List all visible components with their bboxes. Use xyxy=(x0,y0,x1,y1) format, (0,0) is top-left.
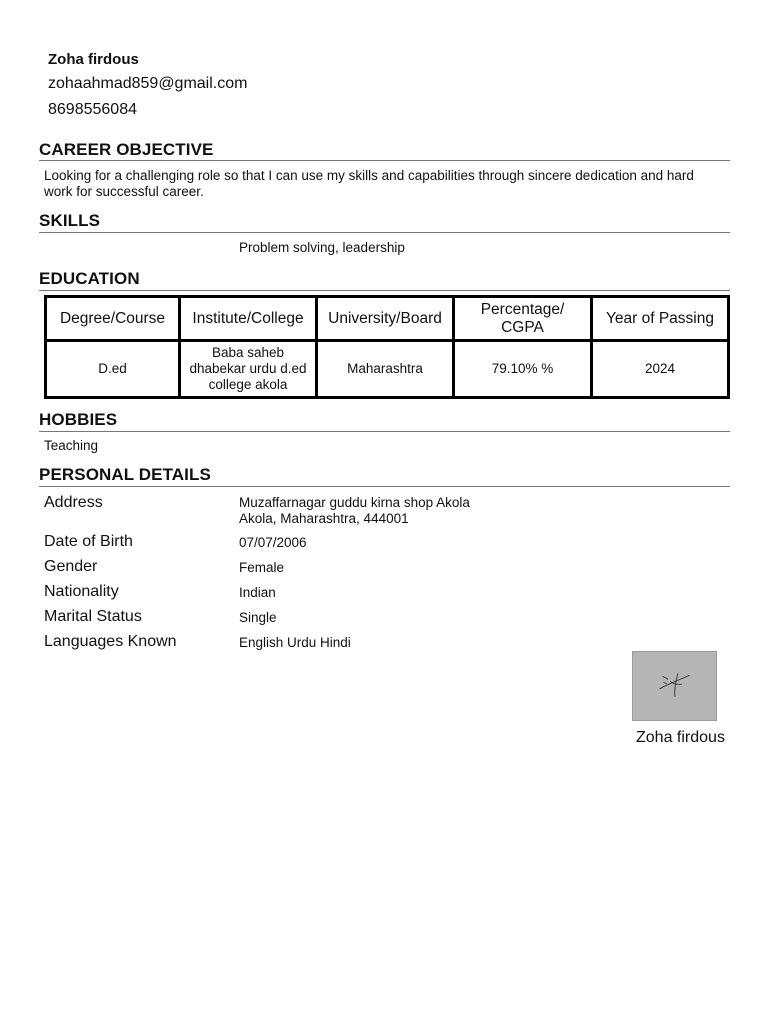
signature-name: Zoha firdous xyxy=(636,729,725,746)
hobbies-text: Teaching xyxy=(44,438,99,453)
section-divider xyxy=(39,232,730,233)
signature-image xyxy=(632,651,717,721)
candidate-name: Zoha firdous xyxy=(48,51,139,68)
section-divider xyxy=(39,290,730,291)
career-objective-text: Looking for a challenging role so that I can use my skills and capabilities through sincere dedication and hard work for successful career. xyxy=(44,168,694,199)
section-divider xyxy=(39,486,730,487)
gender-value: Female xyxy=(239,560,285,575)
column-header-institute: Institute/College xyxy=(181,295,318,342)
education-header-row xyxy=(44,295,730,342)
skills-text: Problem solving, leadership xyxy=(239,240,405,255)
cell-university: Maharashtra xyxy=(318,342,455,399)
languages-value: English Urdu Hindi xyxy=(239,635,351,650)
nationality-value: Indian xyxy=(239,585,276,600)
section-divider xyxy=(39,431,730,432)
hobbies-heading: HOBBIES xyxy=(39,410,118,429)
cell-degree: D.ed xyxy=(44,342,181,399)
address-label: Address xyxy=(44,494,103,511)
marital-status-value: Single xyxy=(239,610,277,625)
cell-percentage: 79.10% % xyxy=(455,342,593,399)
column-header-percentage: Percentage/ CGPA xyxy=(455,295,593,342)
column-header-university: University/Board xyxy=(318,295,455,342)
gender-label: Gender xyxy=(44,558,98,575)
languages-label: Languages Known xyxy=(44,633,177,650)
column-header-year: Year of Passing xyxy=(593,295,730,342)
cell-year: 2024 xyxy=(593,342,730,399)
dob-label: Date of Birth xyxy=(44,533,133,550)
skills-heading: SKILLS xyxy=(39,211,101,230)
education-table xyxy=(44,295,730,399)
signature-scribble-icon xyxy=(633,652,716,720)
marital-status-label: Marital Status xyxy=(44,608,142,625)
candidate-email: zohaahmad859@gmail.com xyxy=(48,75,248,92)
cell-institute: Baba saheb dhabekar urdu d.ed college akola xyxy=(181,342,318,399)
career-objective-heading: CAREER OBJECTIVE xyxy=(39,140,214,159)
address-line-1: Muzaffarnagar guddu kirna shop Akola xyxy=(239,495,470,510)
table-row xyxy=(44,342,730,399)
dob-value: 07/07/2006 xyxy=(239,535,307,550)
education-heading: EDUCATION xyxy=(39,269,140,288)
column-header-degree: Degree/Course xyxy=(44,295,181,342)
personal-details-heading: PERSONAL DETAILS xyxy=(39,465,211,484)
address-line-2: Akola, Maharashtra, 444001 xyxy=(239,511,409,526)
nationality-label: Nationality xyxy=(44,583,119,600)
section-divider xyxy=(39,160,730,161)
candidate-phone: 8698556084 xyxy=(48,101,137,118)
